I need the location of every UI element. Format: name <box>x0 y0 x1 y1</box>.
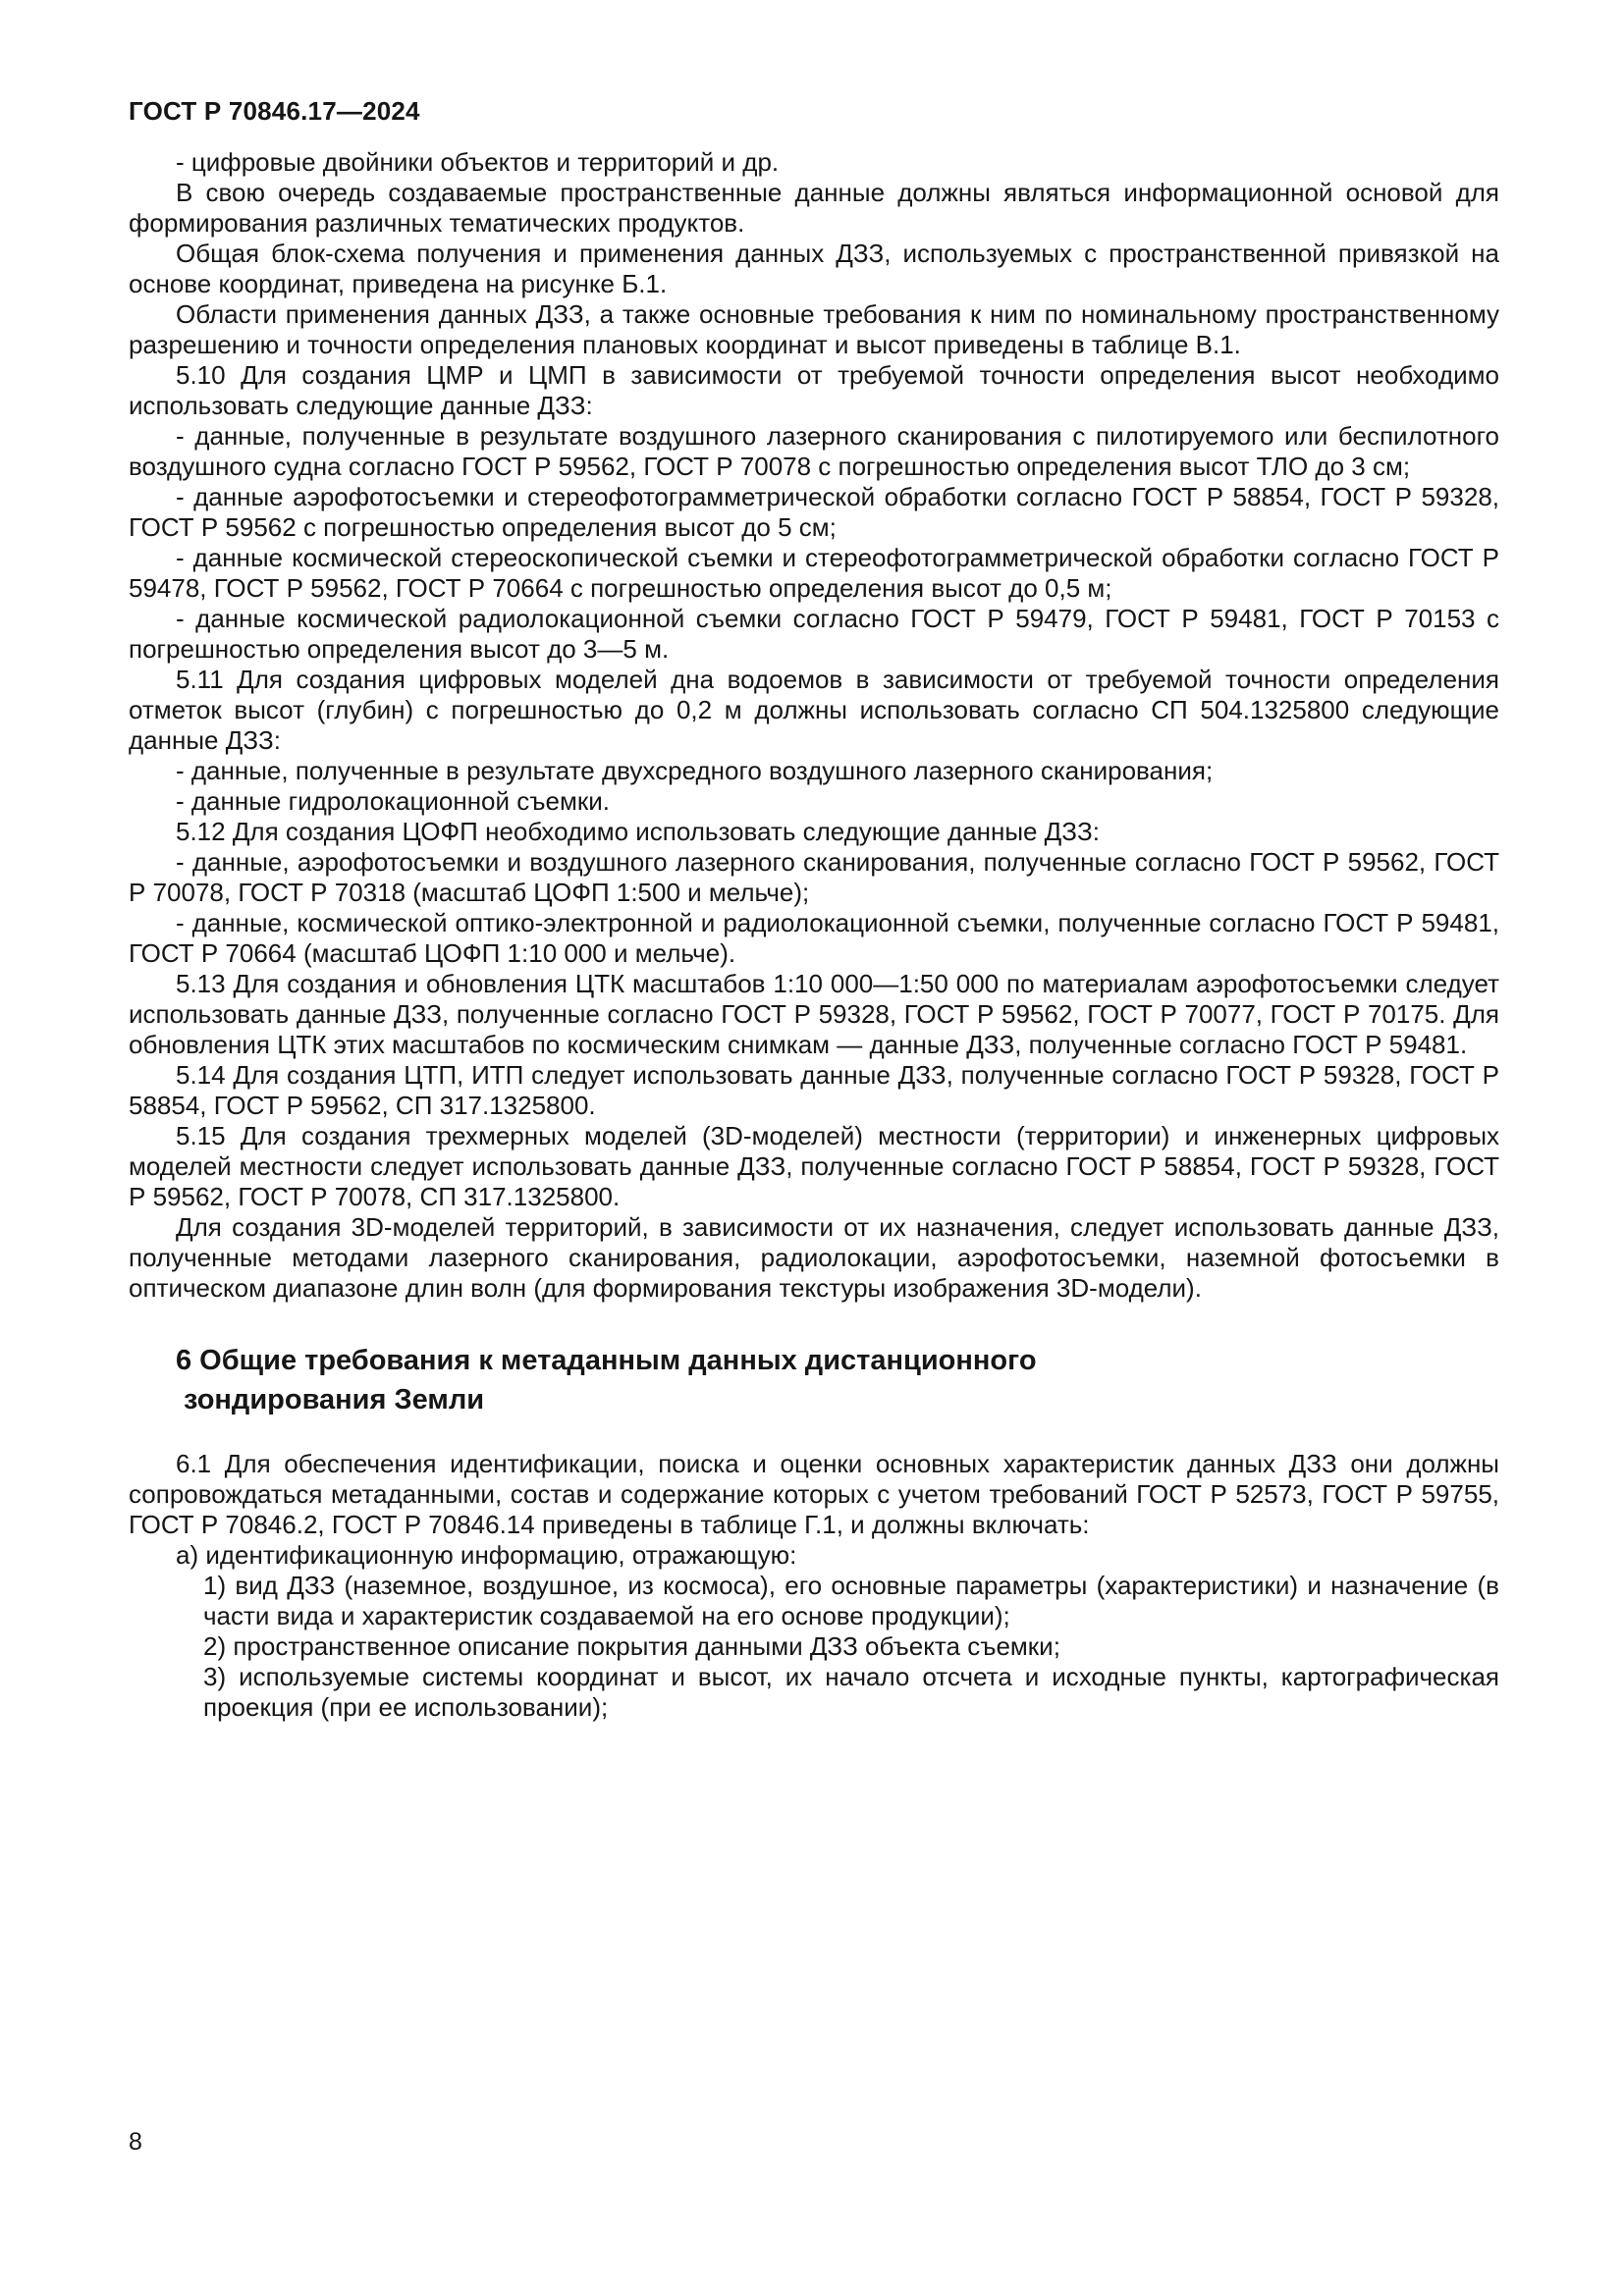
list-item-numbered: 2) пространственное описание покрытия данными ДЗЗ объекта съемки; <box>203 1631 1060 1661</box>
paragraph-clause-5-12: 5.12 Для создания ЦОФП необходимо использовать следующие данные ДЗЗ: <box>176 817 1100 846</box>
paragraph: Для создания 3D-моделей территорий, в зависимости от их назначения, следует использовать данные ДЗЗ, полученные методами лазерного сканирования, радиолокации, аэрофотосъемки, наземной фотосъемки в оптическом диапазоне длин волн (для формирования текстуры изображения 3D-модели). <box>129 1212 1499 1303</box>
section-6-heading-line-1: 6 Общие требования к метаданным данных дистанционного <box>176 1345 1037 1376</box>
section-6-heading <box>129 1341 1499 1419</box>
list-item-dash: - данные, полученные в результате двухсредного воздушного лазерного сканирования; <box>176 756 1214 785</box>
list-item-dash: - данные гидролокационной съемки. <box>176 786 610 816</box>
page-number: 8 <box>129 2128 142 2156</box>
document-code-header: ГОСТ Р 70846.17—2024 <box>129 96 420 126</box>
list-item-dash: - данные, космической оптико-электронной и радиолокационной съемки, полученные согласно ГОСТ Р 59481, ГОСТ Р 70664 (масштаб ЦОФП 1:10 000 и мельче). <box>129 908 1499 968</box>
list-item-numbered: 3) используемые системы координат и высот, их начало отсчета и исходные пункты, картографическая проекция (при ее использовании); <box>203 1662 1499 1722</box>
document-body <box>129 147 1499 1723</box>
paragraph-clause-5-15: 5.15 Для создания трехмерных моделей (3D-моделей) местности (территории) и инженерных цифровых моделей местности следует использовать данные ДЗЗ, полученные согласно ГОСТ Р 58854, ГОСТ Р 59328, ГОСТ Р 59562, ГОСТ Р 70078, СП 317.1325800. <box>129 1121 1499 1211</box>
paragraph-clause-5-14: 5.14 Для создания ЦТП, ИТП следует использовать данные ДЗЗ, полученные согласно ГОСТ Р 59328, ГОСТ Р 58854, ГОСТ Р 59562, СП 317.1325800. <box>129 1060 1499 1120</box>
list-item-dash: - данные, полученные в результате воздушного лазерного сканирования с пилотируемого или беспилотного воздушного судна согласно ГОСТ Р 59562, ГОСТ Р 70078 с погрешностью определения высот ТЛО до 3 см; <box>129 421 1499 481</box>
list-item-dash: - данные космической стереоскопической съемки и стереофотограмметрической обработки согласно ГОСТ Р 59478, ГОСТ Р 59562, ГОСТ Р 70664 с погрешностью определения высот до 0,5 м; <box>129 543 1499 603</box>
paragraph: Области применения данных ДЗЗ, а также основные требования к ним по номинальному пространственному разрешению и точности определения плановых координат и высот приведены в таблице В.1. <box>129 299 1499 359</box>
list-item-numbered: 1) вид ДЗЗ (наземное, воздушное, из космоса), его основные параметры (характеристики) и назначение (в части вида и характеристик создаваемой на его основе продукции); <box>203 1571 1499 1630</box>
paragraph-clause-5-13: 5.13 Для создания и обновления ЦТК масштабов 1:10 000—1:50 000 по материалам аэрофотосъемки следует использовать данные ДЗЗ, полученные согласно ГОСТ Р 59328, ГОСТ Р 59562, ГОСТ Р 70077, ГОСТ Р 70175. Для обновления ЦТК этих масштабов по космическим снимкам — данные ДЗЗ, полученные согласно ГОСТ Р 59481. <box>129 969 1499 1059</box>
paragraph-clause-5-10: 5.10 Для создания ЦМР и ЦМП в зависимости от требуемой точности определения высот необходимо использовать следующие данные ДЗЗ: <box>129 360 1499 420</box>
paragraph-list-a: а) идентификационную информацию, отражающую: <box>176 1540 797 1570</box>
section-6-heading-line-2: зондирования Земли <box>184 1384 485 1415</box>
list-item-dash: - данные, аэрофотосъемки и воздушного лазерного сканирования, полученные согласно ГОСТ Р 59562, ГОСТ Р 70078, ГОСТ Р 70318 (масштаб ЦОФП 1:500 и мельче); <box>129 847 1499 907</box>
paragraph-clause-6-1: 6.1 Для обеспечения идентификации, поиска и оценки основных характеристик данных ДЗЗ они должны сопровождаться метаданными, состав и содержание которых с учетом требований ГОСТ Р 52573, ГОСТ Р 59755, ГОСТ Р 70846.2, ГОСТ Р 70846.14 приведены в таблице Г.1, и должны включать: <box>129 1449 1499 1539</box>
list-item-dash: - данные космической радиолокационной съемки согласно ГОСТ Р 59479, ГОСТ Р 59481, ГОСТ Р 70153 с погрешностью определения высот до 3—5 м. <box>129 604 1499 664</box>
paragraph-clause-5-11: 5.11 Для создания цифровых моделей дна водоемов в зависимости от требуемой точности определения отметок высот (глубин) с погрешностью до 0,2 м должны использовать согласно СП 504.1325800 следующие данные ДЗЗ: <box>129 665 1499 755</box>
paragraph: Общая блок-схема получения и применения данных ДЗЗ, используемых с пространственной привязкой на основе координат, приведена на рисунке Б.1. <box>129 239 1499 298</box>
paragraph: - цифровые двойники объектов и территорий и др. <box>176 147 780 177</box>
paragraph: В свою очередь создаваемые пространственные данные должны являться информационной основой для формирования различных тематических продуктов. <box>129 178 1499 238</box>
list-item-dash: - данные аэрофотосъемки и стереофотограмметрической обработки согласно ГОСТ Р 58854, ГОСТ Р 59328, ГОСТ Р 59562 с погрешностью определения высот до 5 см; <box>129 482 1499 542</box>
